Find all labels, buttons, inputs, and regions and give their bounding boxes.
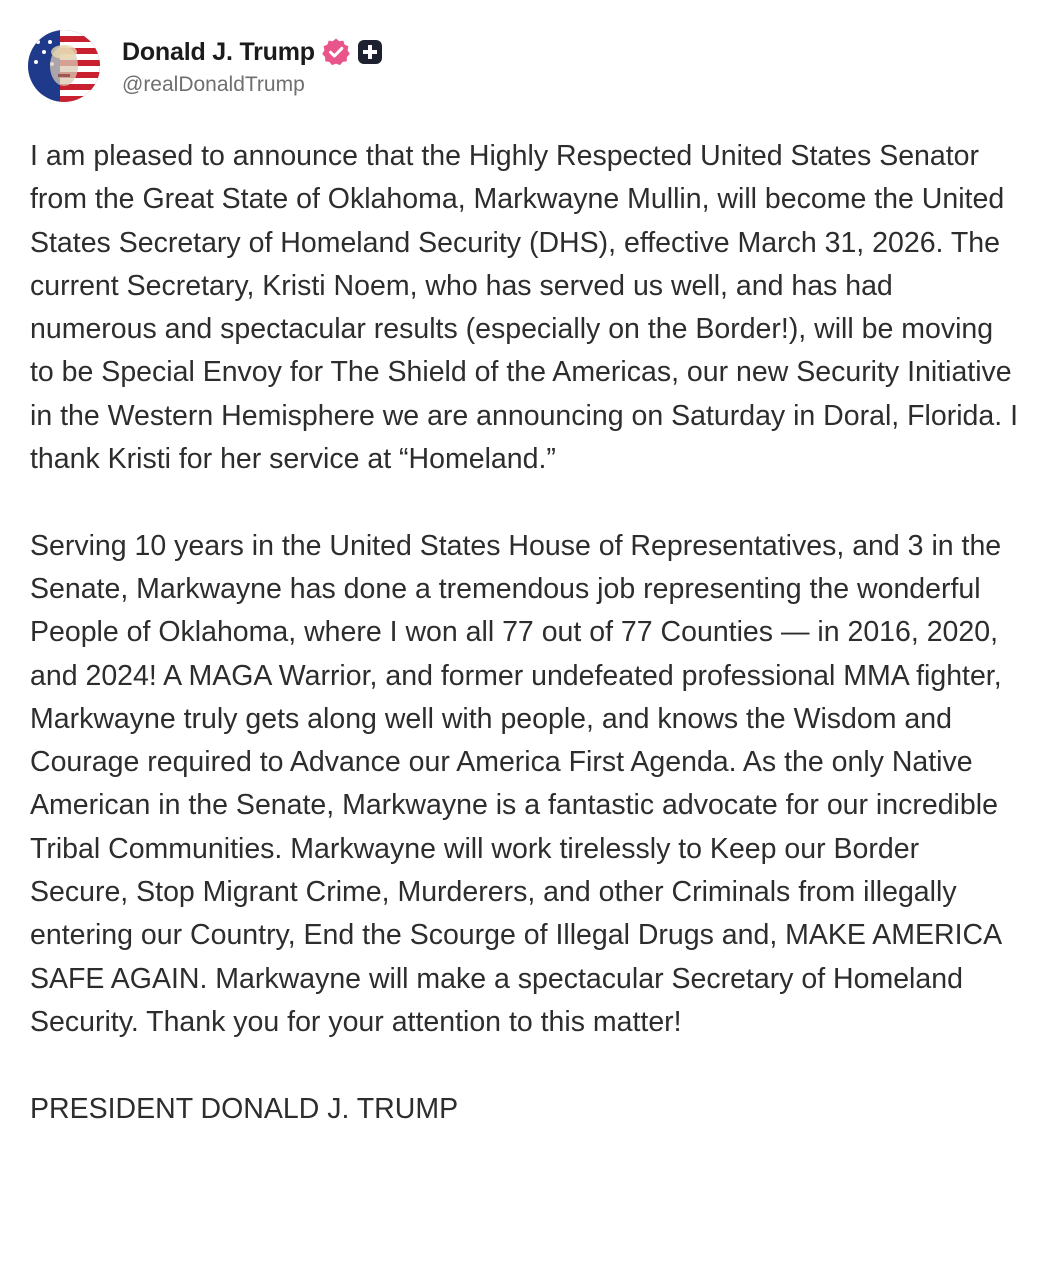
author-display-name[interactable]: Donald J. Trump (122, 37, 315, 66)
post-paragraph-1: I am pleased to announce that the Highly Respected United States Senator from the Great State of Oklahoma, Markwayne Mullin, will become the United States Secretary of Homeland Security (DHS), effective March 31, 2026. The current Secretary, Kristi Noem, who has served us well, and has had numerous and spectacular results (especially on the Border!), will be moving to be Special Envoy for The Shield of the Americas, our new Security Initiative in the Western Hemisphere we are announcing on Saturday in Doral, Florida. I thank Kristi for her service at “Homeland.” (30, 140, 1018, 476)
author-handle[interactable]: @realDonaldTrump (122, 73, 305, 96)
post-body (30, 135, 1020, 1131)
avatar[interactable] (28, 30, 100, 102)
name-row (122, 35, 385, 69)
plus-badge-icon (355, 37, 385, 67)
paragraph-gap (30, 481, 1020, 524)
post-header (28, 28, 385, 104)
paragraph-gap (30, 1044, 1020, 1087)
post-paragraph-2: Serving 10 years in the United States House of Representatives, and 3 in the Senate, Markwayne has done a tremendous job representing the wonderful People of Oklahoma, where I won all 77 out of 77 Counties — in 2016, 2020, and 2024! A MAGA Warrior, and former undefeated professional MMA fighter, Markwayne truly gets along well with people, and knows the Wisdom and Courage required to Advance our America First Agenda. As the only Native American in the Senate, Markwayne is a fantastic advocate for our incredible Tribal Communities. Markwayne will work tirelessly to Keep our Border Secure, Stop Migrant Crime, Murderers, and other Criminals from illegally entering our Country, End the Scourge of Illegal Drugs and, MAKE AMERICA SAFE AGAIN. Markwayne will make a spectacular Secretary of Homeland Security. Thank you for your attention to this matter! (30, 529, 1002, 1038)
flag-portrait-avatar (28, 30, 100, 102)
post-signature: PRESIDENT DONALD J. TRUMP (30, 1092, 459, 1125)
verified-badge-icon (321, 37, 351, 67)
author-identity (122, 35, 385, 97)
